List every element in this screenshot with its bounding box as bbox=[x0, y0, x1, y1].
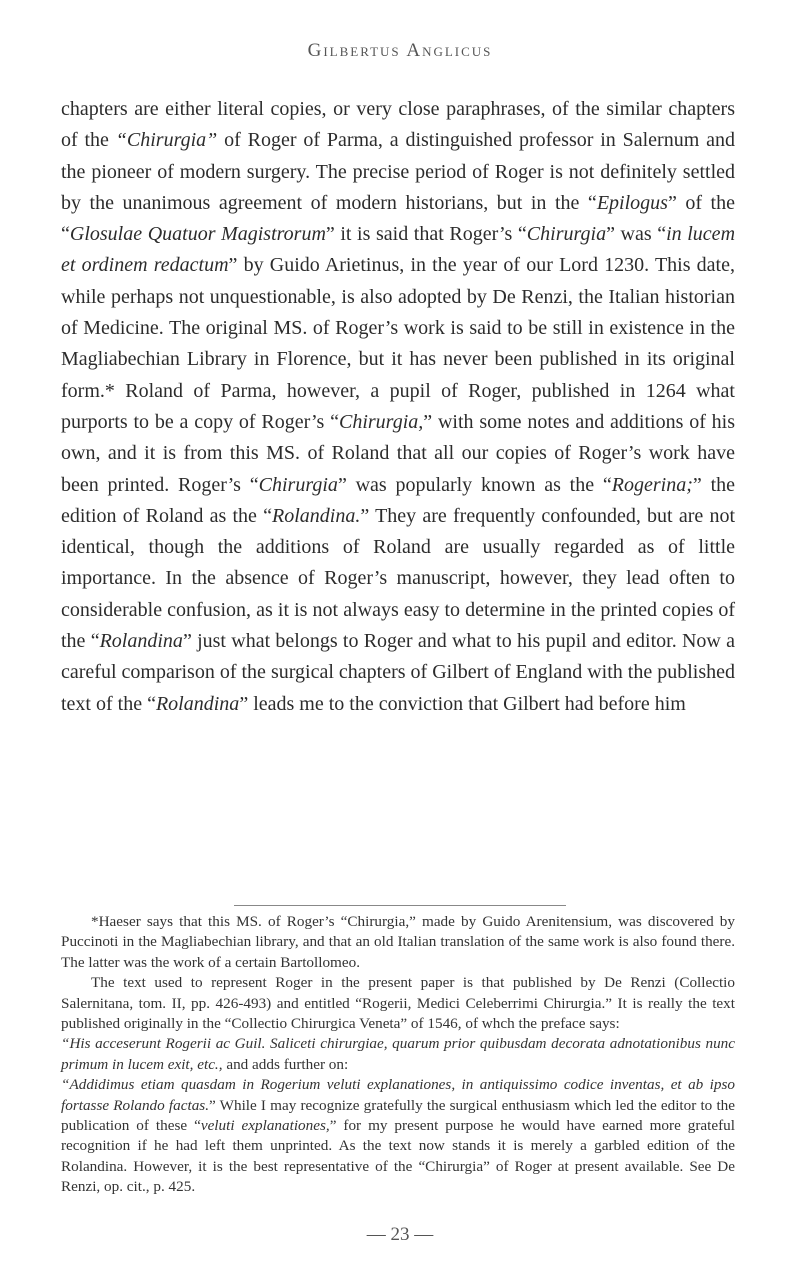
text-run: ” was “ bbox=[606, 223, 667, 246]
italic-title: Rolandina bbox=[99, 630, 183, 653]
italic-title: Rolandina bbox=[155, 692, 240, 715]
latin-quote: “Addidimus etiam quasdam in Rogerium veluti explanationes, in antiquissimo codice inventas, et ab ipso fortasse Rolando factas. bbox=[61, 1076, 735, 1114]
text-run: ” leads me to the conviction that Gilbert had before him bbox=[239, 692, 686, 715]
footnote-quote-2 bbox=[61, 1075, 735, 1197]
latin-quote: veluti explanationes, bbox=[200, 1117, 330, 1135]
text-run: ” was popularly known as the “ bbox=[337, 473, 612, 496]
running-head: Gilbertus Anglicus bbox=[307, 40, 493, 61]
italic-title: Rolandina. bbox=[272, 504, 361, 527]
text-run: ” it is said that Roger’s “ bbox=[325, 223, 527, 246]
footnote-divider bbox=[234, 905, 566, 906]
text-run: ” the edition of Roland as the “ bbox=[61, 473, 736, 527]
italic-title: Chirurgia, bbox=[339, 410, 424, 433]
footnote-1: *Haeser says that this MS. of Roger’s “Chirurgia,” made by Guido Arenitensium, was discovered by Puccinoti in the Magliabechian library, and that an old Italian translation of the same work is also found there. The latter was the work of a certain Bartollomeo. bbox=[61, 913, 735, 971]
footnote-2: The text used to represent Roger in the present paper is that published by De Renzi (Collectio Salernitana, tom. II, pp. 426-493) and entitled “Rogerii, Medici Celeberrimi Chirurgia.” It is really the text published originally in the “Collectio Chirurgica Veneta” of 1546, of whch the preface says: bbox=[61, 974, 735, 1033]
italic-title: Chirurgia bbox=[258, 473, 338, 496]
italic-title: Chirurgia bbox=[526, 223, 607, 246]
italic-title: Glosulae Quatuor Magistrorum bbox=[69, 223, 326, 246]
footnote-quote-1 bbox=[61, 1034, 735, 1075]
latin-quote: “His acceserunt Rogerii ac Guil. Saliceti chirurgiae, quarum prior quibusdam decorata adnotationibus nunc primum in lucem exit, etc., bbox=[61, 1035, 735, 1073]
text-run: ” by Guido Arietinus, in the year of our Lord 1230. This date, while perhaps not unquestionable, is also adopted by De Renzi, the Italian historian of Medicine. The original MS. of Roger’s work is said to be still in existence in the Magliabechian Library in Florence, but it has never been published in its original form.* Roland of Parma, however, a pupil of Roger, published in 1264 what purports to be a copy of Roger’s “ bbox=[61, 254, 735, 433]
text-run: ” just what belongs to Roger and what to his pupil and editor. Now a careful comparison of the surgical chapters of Gilbert of England with the published text of the “ bbox=[61, 630, 735, 715]
text-run: of Roger of Parma, a distinguished professor in Salernum and the pioneer of modern surgery. The precise period of Roger is not definitely settled by the unanimous agreement of modern historians, but in the “ bbox=[61, 129, 735, 214]
text-run: and adds further on: bbox=[222, 1055, 349, 1073]
text-run: ” While I may recognize gratefully the surgical enthusiasm which led the editor to the publication of these “ bbox=[61, 1096, 735, 1135]
italic-quote: in lucem et ordinem redactum bbox=[61, 223, 736, 277]
text-run: ” of the “ bbox=[61, 191, 735, 246]
text-run: ” They are frequently confounded, but are not identical, though the additions of Roland are usually regarded as of little importance. In the absence of Roger’s manuscript, however, they lead often to considerable confusion, as it is not always easy to determine in the printed copies of the “ bbox=[61, 504, 735, 653]
italic-title: Rogerina; bbox=[611, 473, 693, 496]
text-run: ” with some notes and additions of his own, and it is from this MS. of Roland that all our copies of Roger’s work have been printed. Roger’s “ bbox=[61, 410, 736, 496]
footnotes bbox=[61, 912, 735, 1198]
text-run: ” for my present purpose he would have earned more grateful recognition if he had left them unprinted. As the text now stands it is merely a garbled edition of the Rolandina. However, it is the best representative of the “Chirurgia” of Roger at present available. See De Renzi, op. cit., p. 425. bbox=[61, 1117, 735, 1196]
main-paragraph bbox=[61, 94, 735, 720]
page-number: — 23 — bbox=[366, 1224, 434, 1245]
italic-title: Epilogus bbox=[596, 191, 668, 214]
text-run: chapters are either literal copies, or very close paraphrases, of the similar chapters of the bbox=[61, 98, 735, 152]
italic-title: “Chirurgia” bbox=[115, 129, 218, 152]
